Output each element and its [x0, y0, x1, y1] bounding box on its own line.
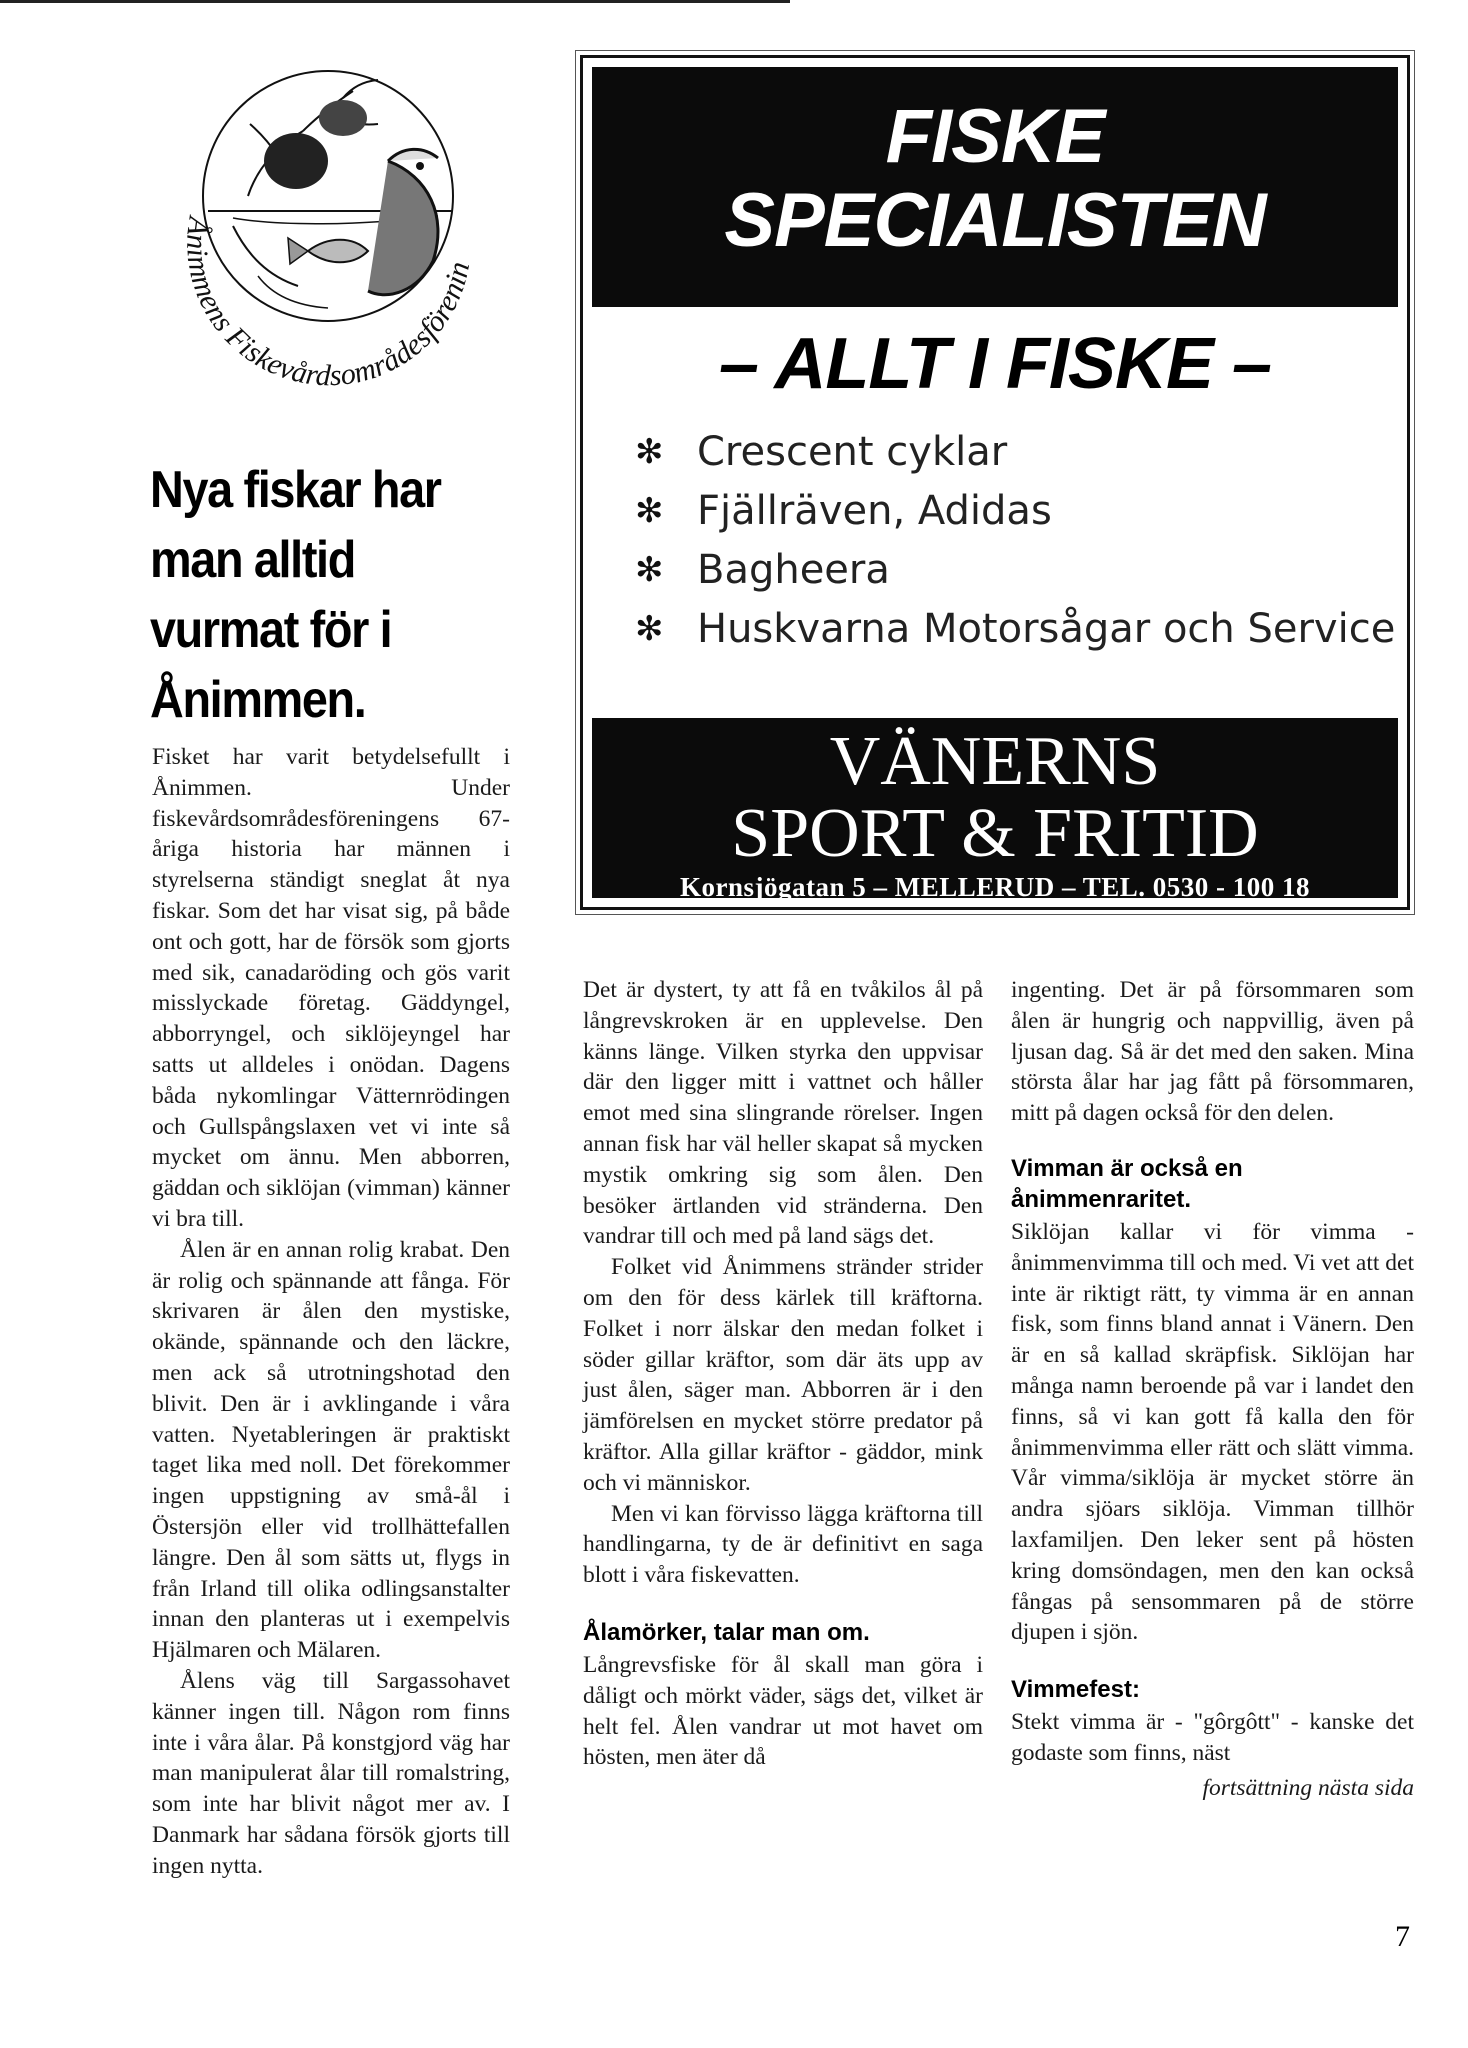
paragraph: Ålens väg till Sargassohavet känner ingen till. Någon rom finns inte i våra ålar. På konstgjord väg har man manipulerat ålar till romalstring, som inte har blivit något mer av. I Danmark har sådana försök gjorts till ingen nytta.	[152, 1667, 510, 1879]
article-headline: Nya fiskar har man alltid vurmat för i Ånimmen.	[150, 461, 441, 729]
ad-store-banner	[592, 718, 1398, 902]
paragraph: Folket vid Ånimmens stränder strider om den för dess kärlek till kräftorna. Folket i norr älskar den medan folket i söder gillar kräftor, som där äts upp av just ålen, säger man. Abborren är i den jämförelsen en mycket större predator på kräftor. Alla gillar kräftor - gäddor, mink och vi människor.	[583, 1254, 983, 1496]
paragraph: Men vi kan förvisso lägga kräftorna till handlingarna, ty de är definitivt en saga blott i våra fiskevatten.	[583, 1500, 983, 1589]
fish-emblem-icon	[138, 46, 518, 426]
asterisk-bullet-icon: ✻	[635, 609, 664, 649]
ad-title-line-1: FISKE	[885, 94, 1105, 179]
ad-title-banner	[592, 67, 1398, 307]
ad-list-item: ✻ Bagheera	[635, 541, 1395, 600]
article-column-3	[1011, 975, 1414, 1804]
section-subheading: Vimman är också en ånimmenraritet.	[1011, 1154, 1243, 1213]
section-subheading: Vimmefest:	[1011, 1676, 1140, 1704]
ad-list-item: ✻ Huskvarna Motorsågar och Service	[635, 600, 1395, 659]
ad-tagline: – ALLT I FISKE –	[718, 324, 1272, 404]
asterisk-bullet-icon: ✻	[635, 491, 664, 531]
paragraph: Långrevsfiske för ål skall man göra i dåligt och mörkt väder, sägs det, vilket är helt fel. Ålen vandrar ut mot havet om hösten, men äter då	[583, 1651, 983, 1771]
asterisk-bullet-icon: ✻	[635, 550, 664, 590]
paragraph: Det är dystert, ty att få en tvåkilos ål på långrevskroken är en upplevelse. Den känns länge. Vilken styrka den uppvisar där den ligger mitt i vattnet och håller emot med sina slingrande rörelser. Ingen annan fisk har väl heller skapat så mycken mystik omkring sig som ålen. Den besöker ärtlanden vid stränderna. Den vandrar till och med på land sägs det.	[583, 977, 983, 1250]
section-subheading: Ålamörker, talar man om.	[583, 1618, 870, 1646]
asterisk-bullet-icon: ✻	[635, 432, 664, 472]
article-column-2	[583, 975, 983, 1773]
ad-store-name-line-2: SPORT & FRITID	[731, 795, 1259, 872]
association-emblem	[138, 46, 518, 426]
ad-list-item: ✻ Fjällräven, Adidas	[635, 482, 1395, 541]
paragraph: Fisket har varit betydelsefullt i Ånimmen. Under fiskevårdsområdesföreningens 67-åriga historia har männen i styrelserna ständigt sneglat åt nya fiskar. Som det har visat sig, på både ont och gott, har de försök som gjorts med sik, canadaröding och gös varit misslyckade företag. Gäddyngel, abborryngel, och siklöjeyngel har satts ut alldeles i onödan. Dagens båda nykomlingar Vätternrödingen och Gullspångslaxen vet vi inte så mycket om ännu. Men abborren, gäddan och siklöjan (vimman) känner vi bra till.	[152, 744, 510, 1232]
page-number: 7	[1395, 1920, 1410, 1953]
paragraph: Siklöjan kallar vi för vimma - ånimmenvimma till och med. Vi vet att det inte är riktigt rätt, ty vimma är en annan fisk, som finns bland annat i Vänern. Den är en så kallad skräpfisk. Siklöjan har många namn beroende på var i landet den finns, så vi kan gott få kalla den för ånimmenvimma eller rätt och slätt vimma. Vår vimma/siklöja är mycket större än andra sjöars siklöja. Vimman tillhör laxfamiljen. Den leker sent på hösten kring domsöndagen, men den kan också fångas på sensommaren på de större djupen i sjön.	[1011, 1218, 1414, 1646]
continued-note: fortsättning nästa sida	[1202, 1774, 1414, 1801]
ad-product-list	[635, 423, 1395, 659]
emblem-circle-text: Ånimmens Fiskevårdsområdesförenin	[180, 215, 477, 393]
advertisement	[580, 55, 1410, 910]
article-column-1	[152, 742, 510, 1881]
ad-store-name-line-1: VÄNERNS	[829, 723, 1161, 800]
paragraph: Stekt vimma är - "gôrgôtt" - kanske det godaste som finns, näst	[1011, 1709, 1414, 1766]
paragraph: Ålen är en annan rolig krabat. Den är rolig och spännande att fånga. För skrivaren är ålen den mystiske, okände, spännande och den läckre, men ack så utrotningshotad den blivit. Den är i avklingande i våra vatten. Nyetableringen är praktiskt taget lika med noll. Det förekommer ingen uppstigning av små-ål i Östersjön eller vid trollhättefallen längre. Den ål som sätts ut, flygs in från Irland till olika odlingsanstalter innan den planteras ut i exempelvis Hjälmaren och Mälaren.	[152, 1236, 510, 1664]
ad-title-line-2: SPECIALISTEN	[724, 178, 1266, 263]
ad-list-item: ✻ Crescent cyklar	[635, 423, 1395, 482]
ad-store-address: Kornsjögatan 5 – MELLERUD – TEL. 0530 - 100 18	[679, 872, 1311, 902]
top-rule	[0, 0, 790, 3]
paragraph: ingenting. Det är på försommaren som ålen är hungrig och nappvillig, även på ljusan dag. Så är det med den saken. Mina största ålar har jag fått på försommaren, mitt på dagen också för den delen.	[1011, 977, 1414, 1127]
